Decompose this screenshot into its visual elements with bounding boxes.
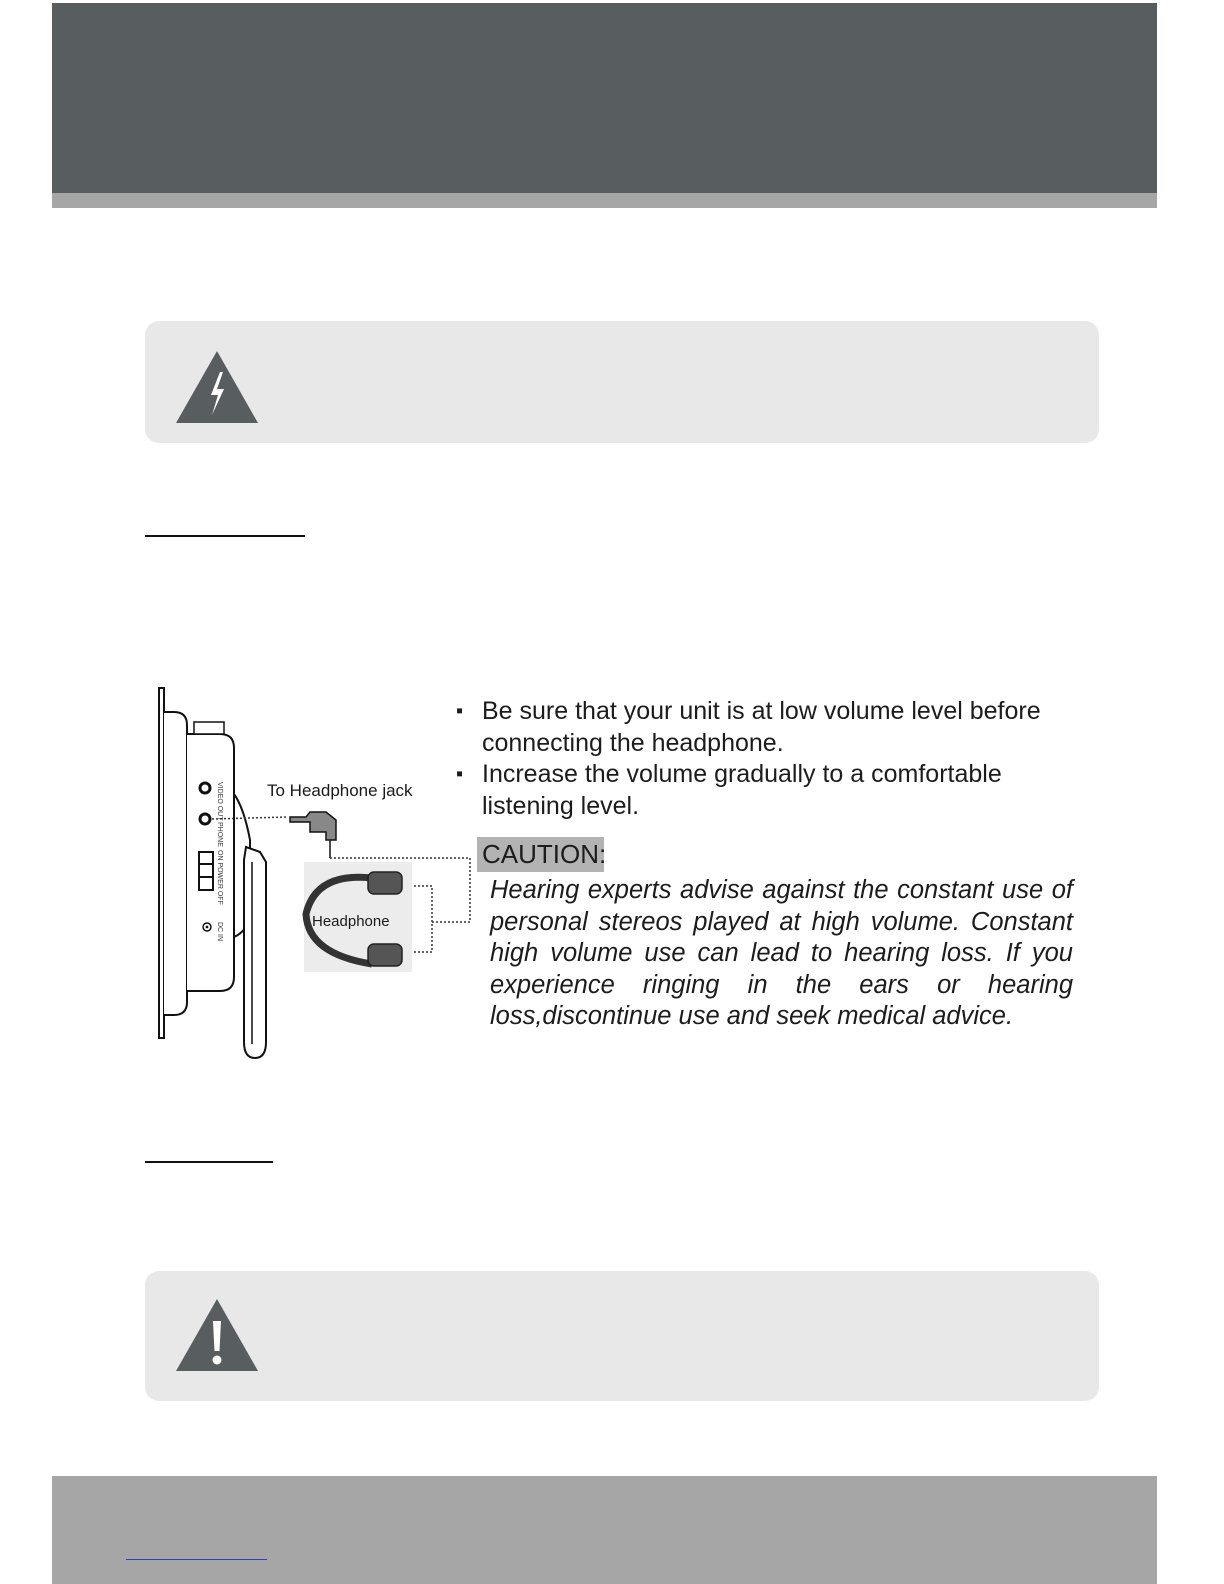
footer-link-underline[interactable]: [126, 1559, 267, 1560]
header-band: [52, 3, 1157, 193]
header-stripe: [52, 193, 1157, 208]
instruction-text: Increase the volume gradually to a comfortable listening level.: [482, 760, 1002, 820]
bullet-icon: ▪: [456, 700, 464, 722]
section-heading-underline: [145, 535, 305, 537]
list-item: [456, 759, 1096, 822]
port-label: VIDEO OUT: [216, 782, 223, 821]
electric-shock-warning-icon: [176, 351, 258, 423]
list-item: [456, 696, 1096, 759]
jack-label: To Headphone jack: [267, 781, 413, 800]
headphone-label: Headphone: [312, 913, 390, 930]
warning-notice-box: [145, 321, 1099, 443]
bullet-icon: ▪: [456, 763, 464, 785]
instruction-text: Be sure that your unit is at low volume level before connecting the headphone.: [482, 697, 1041, 757]
section-heading-underline: [145, 1161, 273, 1163]
exclamation-warning-icon: [176, 1299, 258, 1371]
headphone-connection-diagram: [140, 682, 480, 1064]
footer-band: [52, 1476, 1157, 1584]
headphone-instructions-list: [456, 696, 1096, 822]
port-label: ON POWER OFF: [216, 850, 223, 905]
caution-label: CAUTION:: [477, 837, 604, 872]
port-label: DC IN: [216, 922, 223, 942]
diagram-svg: [140, 682, 480, 1064]
caution-text: Hearing experts advise against the constant use of personal stereos played at high volume. Constant high volume use can lead to hearing loss. If you experience ringing in the ears or hearing loss,discontinue use and seek medical advice.: [490, 876, 1073, 1031]
caution-notice-box: [145, 1271, 1099, 1401]
port-label: PHONE: [216, 822, 223, 847]
